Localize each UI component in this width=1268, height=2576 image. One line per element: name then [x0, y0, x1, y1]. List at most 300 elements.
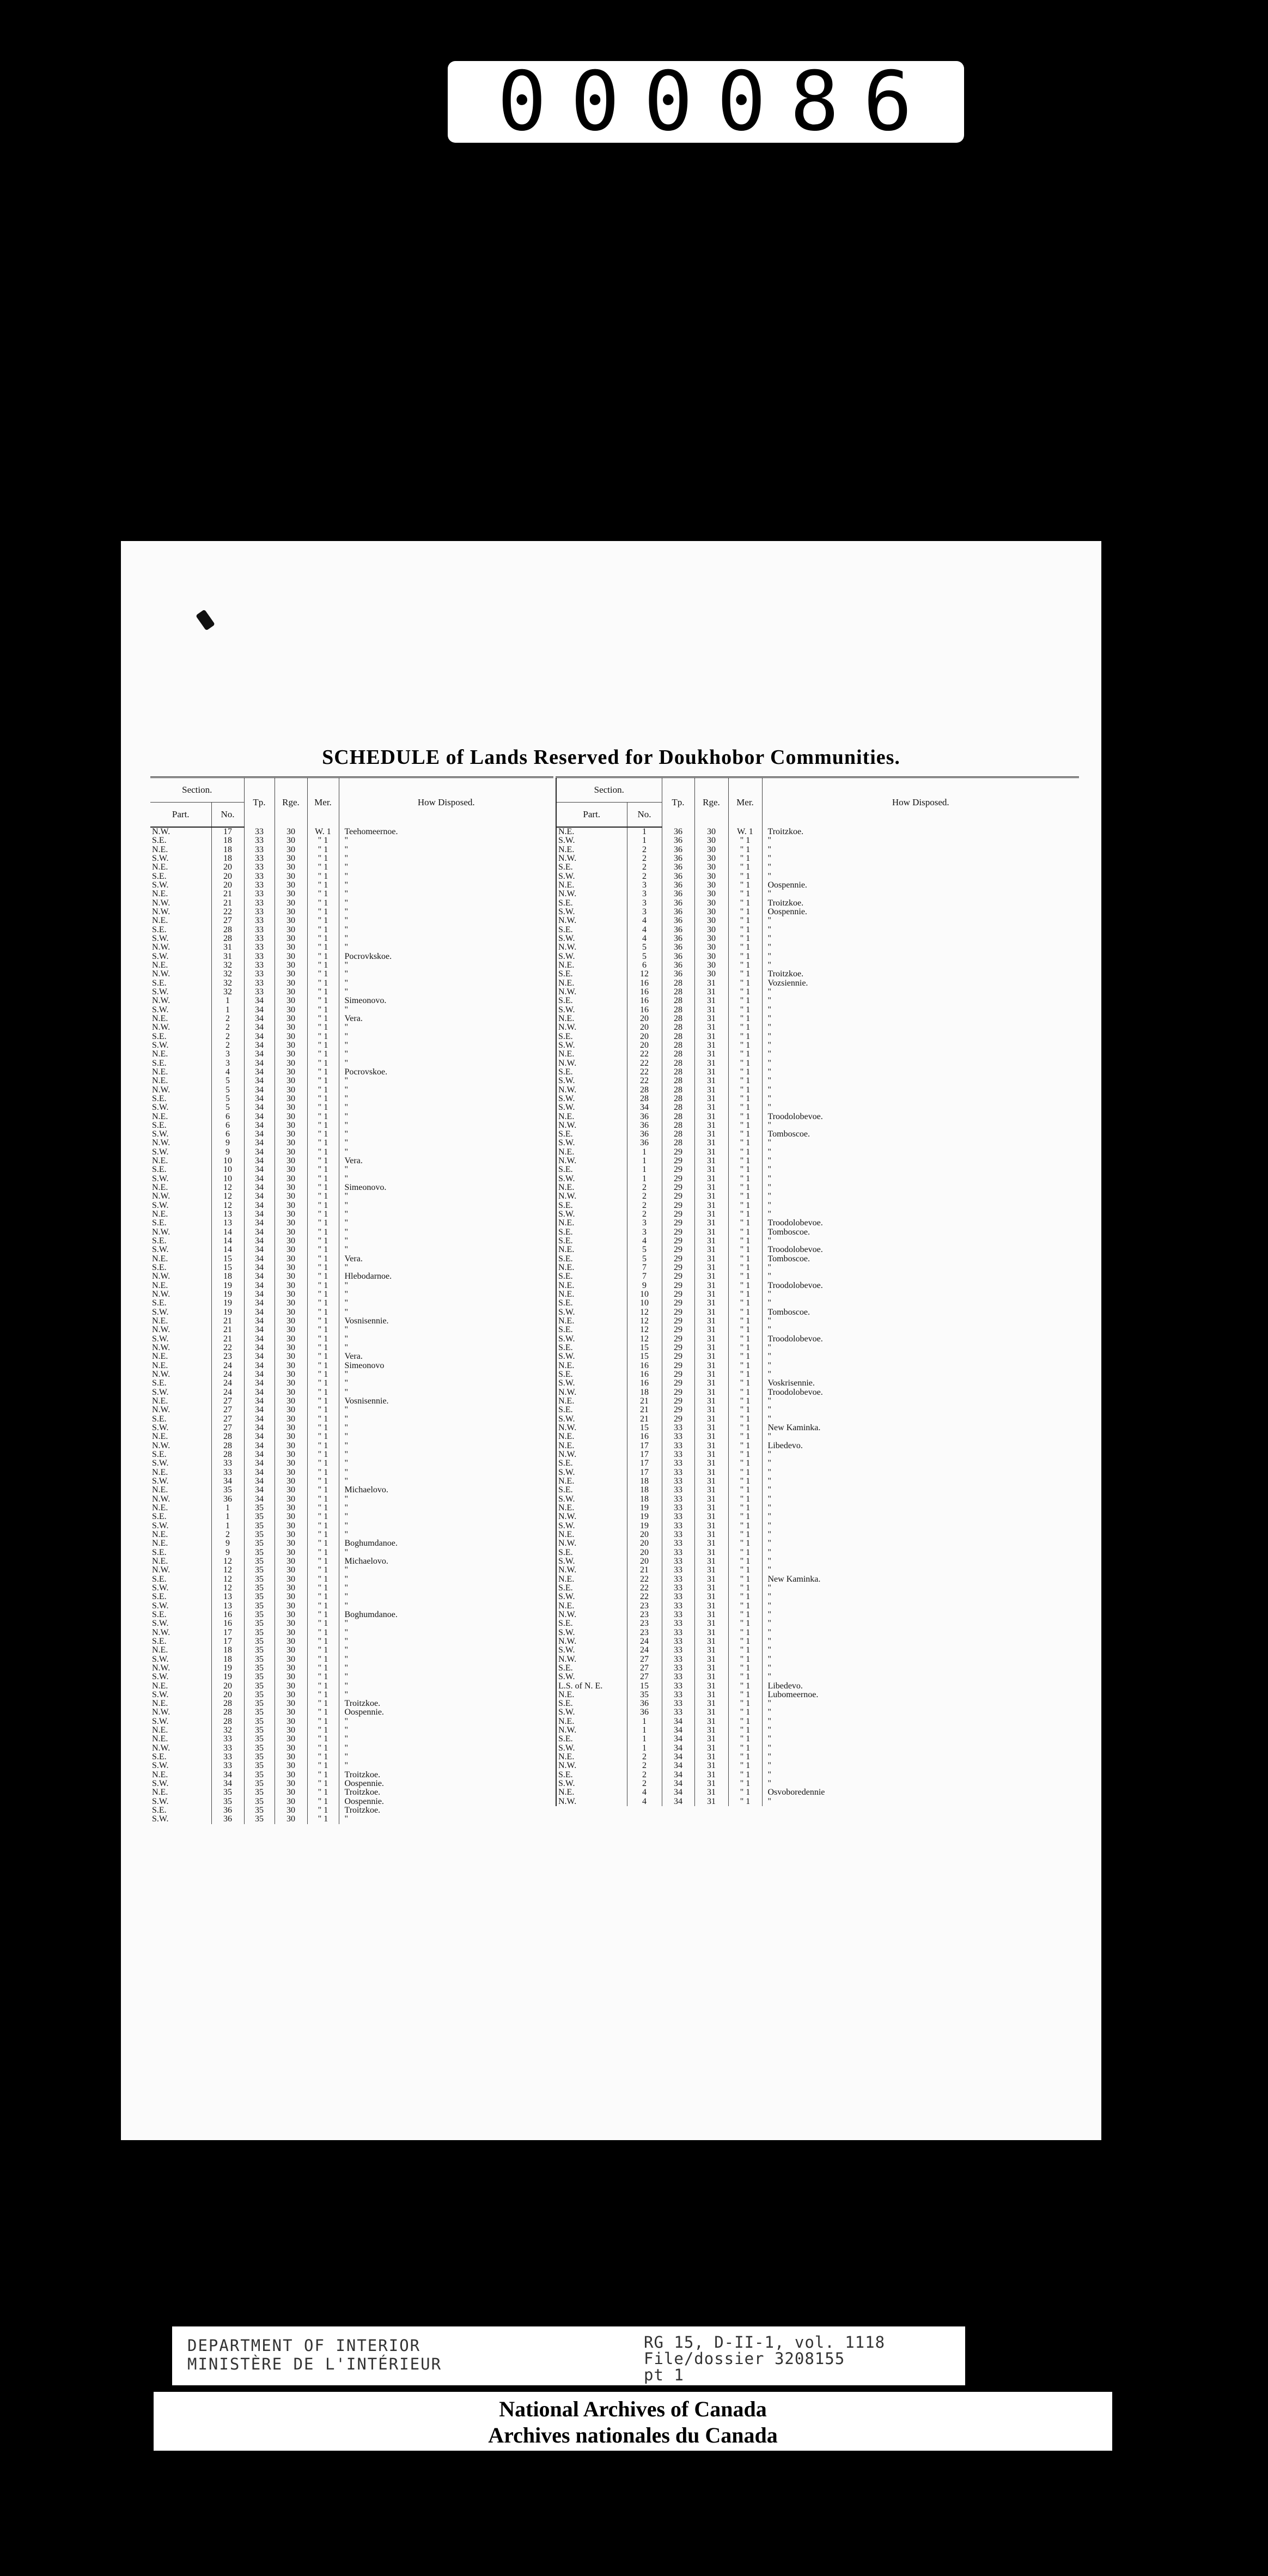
cell-tp: 28 [662, 997, 694, 1005]
cell-tp: 35 [244, 1539, 275, 1548]
table-row [556, 1237, 1079, 1246]
cell-no: 17 [627, 1468, 662, 1477]
table-row [150, 1424, 553, 1432]
table-row [150, 926, 553, 934]
cell-how-disposed: " [339, 1388, 553, 1397]
table-row [556, 1548, 1079, 1557]
rg-line: RG 15, D-II-1, vol. 1118 [644, 2333, 886, 2352]
cell-how-disposed: " [339, 1726, 553, 1735]
cell-how-disposed: " [762, 1148, 1079, 1157]
cell-rge: 31 [694, 1619, 728, 1628]
cell-how-disposed: " [762, 846, 1079, 854]
cell-part: N.W. [152, 1192, 170, 1201]
table-row [556, 899, 1079, 908]
cell-rge: 30 [694, 934, 728, 943]
cell-rge: 31 [694, 1477, 728, 1486]
cell-tp: 34 [244, 1317, 275, 1326]
cell-how-disposed: " [762, 1263, 1079, 1272]
cell-part: N.W. [152, 1272, 170, 1281]
cell-mer: " 1 [307, 1077, 339, 1085]
cell-no: 21 [211, 1335, 244, 1344]
cell-tp: 34 [244, 1335, 275, 1344]
cell-mer: " 1 [728, 1432, 762, 1441]
cell-no: 28 [627, 1086, 662, 1095]
cell-rge: 30 [275, 943, 307, 952]
table-row [150, 1059, 553, 1068]
rge-header: Rge. [694, 777, 728, 828]
cell-no: 21 [211, 1326, 244, 1334]
table-row [556, 872, 1079, 881]
cell-part: S.E. [556, 1584, 627, 1593]
cell-rge: 30 [275, 1192, 307, 1201]
cell-mer: " 1 [307, 1584, 339, 1593]
cell-rge: 31 [694, 1406, 728, 1414]
cell-mer: " 1 [307, 1504, 339, 1512]
cell-part: S.E. [152, 1414, 167, 1424]
cell-how-disposed: " [339, 1646, 553, 1655]
cell-mer: " 1 [307, 1299, 339, 1308]
cell-how-disposed: Lubomeernoe. [762, 1691, 1079, 1699]
cell-part: N.E. [152, 1014, 168, 1023]
cell-rge: 31 [694, 1228, 728, 1237]
cell-no: 13 [211, 1602, 244, 1611]
cell-part: N.E. [556, 1219, 627, 1228]
cell-part: N.E. [152, 1699, 168, 1709]
cell-mer: " 1 [728, 1272, 762, 1281]
cell-mer: " 1 [728, 1602, 762, 1611]
cell-no: 27 [211, 1424, 244, 1432]
cell-part: S.E. [556, 1344, 627, 1352]
table-row [556, 1397, 1079, 1406]
table-row [150, 1006, 553, 1014]
cell-no: 6 [211, 1130, 244, 1139]
cell-tp: 33 [244, 863, 275, 872]
cell-mer: " 1 [307, 1557, 339, 1566]
cell-tp: 29 [662, 1370, 694, 1379]
cell-no: 6 [211, 1113, 244, 1121]
cell-mer: " 1 [307, 1512, 339, 1521]
table-row [556, 1779, 1079, 1788]
cell-mer: " 1 [307, 1726, 339, 1735]
cell-rge: 31 [694, 1797, 728, 1806]
cell-rge: 30 [275, 1148, 307, 1157]
cell-part: N.E. [152, 845, 168, 854]
cell-rge: 30 [275, 890, 307, 898]
cell-no: 12 [211, 1557, 244, 1566]
cell-mer: " 1 [728, 1281, 762, 1290]
cell-rge: 31 [694, 1272, 728, 1281]
cell-tp: 35 [244, 1744, 275, 1753]
cell-rge: 30 [694, 943, 728, 952]
cell-mer: " 1 [728, 1317, 762, 1326]
cell-mer: " 1 [728, 1735, 762, 1743]
cell-how-disposed: Osvoboredennie [762, 1788, 1079, 1797]
cell-no: 34 [627, 1103, 662, 1112]
cell-mer: " 1 [728, 1219, 762, 1228]
cell-how-disposed: New Kaminka. [762, 1424, 1079, 1432]
cell-part: S.E. [152, 925, 167, 934]
cell-rge: 30 [275, 1593, 307, 1601]
cell-part: S.W. [556, 1077, 627, 1085]
cell-part: N.W. [152, 1326, 170, 1335]
cell-part: N.W. [556, 1512, 627, 1521]
archive-reference-label [172, 2326, 965, 2385]
table-row [556, 1210, 1079, 1219]
cell-tp: 34 [244, 1175, 275, 1183]
cell-how-disposed: " [339, 934, 553, 943]
cell-mer: " 1 [307, 1629, 339, 1637]
cell-how-disposed: " [339, 1522, 553, 1530]
table-row [150, 1068, 553, 1077]
table-row [150, 1735, 553, 1743]
cell-no: 20 [627, 1557, 662, 1566]
cell-mer: " 1 [728, 1450, 762, 1459]
table-row [150, 1797, 553, 1806]
cell-part: S.W. [152, 1308, 169, 1317]
cell-no: 21 [627, 1406, 662, 1414]
cell-no: 18 [211, 836, 244, 845]
cell-part: S.E. [556, 1459, 627, 1468]
cell-part: N.E. [152, 890, 168, 899]
cell-part: N.E. [556, 1317, 627, 1326]
cell-tp: 35 [244, 1806, 275, 1815]
cell-no: 27 [211, 1415, 244, 1424]
cell-part: S.E. [556, 926, 627, 934]
cell-rge: 31 [694, 1352, 728, 1361]
cell-how-disposed: " [762, 1210, 1079, 1219]
cell-mer: " 1 [307, 1753, 339, 1761]
cell-no: 15 [211, 1263, 244, 1272]
cell-tp: 29 [662, 1406, 694, 1414]
cell-mer: " 1 [728, 1629, 762, 1637]
cell-no: 36 [627, 1708, 662, 1717]
cell-how-disposed: " [339, 1023, 553, 1032]
cell-no: 13 [211, 1219, 244, 1228]
cell-tp: 35 [244, 1575, 275, 1584]
part-header: Part. [556, 803, 627, 828]
cell-no: 5 [627, 952, 662, 961]
cell-rge: 31 [694, 1459, 728, 1468]
cell-rge: 31 [694, 1344, 728, 1352]
cell-mer: " 1 [307, 1113, 339, 1121]
cell-tp: 29 [662, 1326, 694, 1334]
cell-no: 19 [627, 1522, 662, 1530]
cell-rge: 30 [275, 1086, 307, 1095]
cell-tp: 33 [662, 1424, 694, 1432]
cell-rge: 30 [275, 1691, 307, 1699]
cell-mer: " 1 [728, 1246, 762, 1254]
cell-how-disposed: " [339, 1006, 553, 1014]
table-row [150, 916, 553, 925]
cell-tp: 29 [662, 1219, 694, 1228]
table-row [150, 1317, 553, 1326]
cell-mer: " 1 [307, 943, 339, 952]
cell-no: 33 [211, 1735, 244, 1743]
cell-rge: 31 [694, 1788, 728, 1797]
footer-english: National Archives of Canada [499, 2397, 767, 2421]
cell-rge: 30 [275, 1788, 307, 1797]
cell-rge: 30 [275, 1032, 307, 1041]
cell-no: 12 [211, 1584, 244, 1593]
cell-mer: " 1 [307, 1468, 339, 1477]
cell-tp: 36 [662, 970, 694, 979]
cell-mer: " 1 [307, 1281, 339, 1290]
cell-tp: 36 [662, 908, 694, 916]
cell-no: 6 [211, 1121, 244, 1130]
cell-part: N.W. [556, 1539, 627, 1548]
cell-no: 12 [211, 1566, 244, 1575]
cell-no: 35 [211, 1788, 244, 1797]
cell-mer: " 1 [728, 1761, 762, 1770]
table-row [556, 1584, 1079, 1593]
cell-tp: 33 [244, 899, 275, 908]
cell-how-disposed: " [762, 1717, 1079, 1726]
cell-rge: 31 [694, 1255, 728, 1263]
cell-part: N.W. [556, 1424, 627, 1432]
cell-part: N.E. [152, 1317, 168, 1326]
cell-how-disposed: " [339, 1370, 553, 1379]
cell-part: S.W. [556, 1779, 627, 1788]
cell-how-disposed: " [339, 979, 553, 988]
cell-tp: 33 [662, 1459, 694, 1468]
table-row [556, 1468, 1079, 1477]
cell-no: 24 [211, 1362, 244, 1370]
cell-how-disposed: " [762, 1459, 1079, 1468]
cell-mer: " 1 [307, 1477, 339, 1486]
cell-tp: 34 [244, 1352, 275, 1361]
cell-rge: 31 [694, 1504, 728, 1512]
cell-mer: " 1 [307, 926, 339, 934]
cell-how-disposed: " [762, 1059, 1079, 1068]
cell-part: N.E. [556, 1014, 627, 1023]
cell-no: 35 [211, 1797, 244, 1806]
cell-mer: " 1 [728, 1370, 762, 1379]
cell-rge: 30 [275, 1646, 307, 1655]
cell-no: 19 [211, 1673, 244, 1681]
cell-how-disposed: Troitzkoe. [762, 827, 1079, 836]
cell-rge: 31 [694, 1566, 728, 1575]
table-row [150, 1406, 553, 1414]
cell-no: 33 [211, 1459, 244, 1468]
cell-tp: 35 [244, 1584, 275, 1593]
cell-how-disposed: " [339, 908, 553, 916]
cell-mer: " 1 [307, 1495, 339, 1504]
cell-mer: " 1 [728, 1210, 762, 1219]
cell-no: 19 [211, 1281, 244, 1290]
cell-mer: " 1 [307, 1575, 339, 1584]
cell-rge: 30 [275, 1317, 307, 1326]
cell-no: 3 [211, 1059, 244, 1068]
cell-how-disposed: Michaelovo. [339, 1557, 553, 1566]
cell-how-disposed: " [762, 1548, 1079, 1557]
table-row [150, 1619, 553, 1628]
cell-mer: " 1 [307, 1548, 339, 1557]
table-row [150, 1388, 553, 1397]
cell-no: 4 [211, 1068, 244, 1077]
cell-no: 16 [627, 1006, 662, 1014]
cell-part: N.W. [152, 997, 170, 1006]
table-row [556, 1575, 1079, 1584]
table-row [556, 1522, 1079, 1530]
table-row [556, 1139, 1079, 1147]
cell-rge: 30 [275, 1459, 307, 1468]
cell-tp: 34 [244, 1379, 275, 1388]
table-row [150, 827, 553, 836]
cell-how-disposed: " [339, 1593, 553, 1601]
table-row [556, 1753, 1079, 1761]
cell-part: N.E. [556, 1602, 627, 1611]
cell-tp: 34 [244, 1299, 275, 1308]
cell-tp: 29 [662, 1263, 694, 1272]
cell-mer: " 1 [728, 899, 762, 908]
cell-rge: 31 [694, 1165, 728, 1174]
cell-how-disposed: " [762, 1326, 1079, 1334]
table-row [150, 979, 553, 988]
table-row [556, 1219, 1079, 1228]
table-row [556, 1566, 1079, 1575]
cell-part: N.W. [152, 1743, 170, 1753]
cell-no: 22 [627, 1077, 662, 1085]
table-row [556, 1326, 1079, 1334]
cell-tp: 34 [244, 1432, 275, 1441]
footer-french: Archives nationales du Canada [488, 2423, 778, 2447]
cell-part: S.E. [556, 997, 627, 1005]
cell-tp: 28 [662, 1086, 694, 1095]
cell-no: 19 [211, 1290, 244, 1299]
cell-no: 32 [211, 961, 244, 970]
table-row [150, 1504, 553, 1512]
cell-mer: " 1 [728, 846, 762, 854]
cell-no: 19 [627, 1512, 662, 1521]
cell-rge: 31 [694, 1629, 728, 1637]
table-row [556, 1263, 1079, 1272]
cell-tp: 34 [244, 1486, 275, 1494]
cell-no: 22 [627, 1059, 662, 1068]
table-row [150, 908, 553, 916]
cell-no: 2 [627, 1771, 662, 1779]
cell-tp: 35 [244, 1637, 275, 1646]
cell-rge: 31 [694, 1575, 728, 1584]
cell-mer: " 1 [728, 1673, 762, 1681]
cell-mer: " 1 [728, 934, 762, 943]
cell-no: 35 [211, 1486, 244, 1494]
table-row [556, 1095, 1079, 1103]
cell-part: S.E. [152, 1165, 167, 1175]
cell-tp: 29 [662, 1157, 694, 1165]
cell-part: N.W. [152, 1228, 170, 1237]
table-row [556, 1664, 1079, 1673]
table-row [150, 1611, 553, 1619]
cell-rge: 30 [694, 854, 728, 863]
cell-tp: 29 [662, 1308, 694, 1317]
cell-mer: " 1 [728, 926, 762, 934]
cell-part: S.E. [152, 1450, 167, 1459]
cell-how-disposed: " [762, 1183, 1079, 1192]
cell-part: S.E. [152, 872, 167, 881]
table-row [556, 1442, 1079, 1450]
cell-tp: 34 [244, 1326, 275, 1334]
table-row [556, 1699, 1079, 1708]
cell-how-disposed: " [762, 1352, 1079, 1361]
cell-no: 24 [627, 1646, 662, 1655]
cell-how-disposed: " [339, 854, 553, 863]
cell-how-disposed: " [339, 1379, 553, 1388]
cell-tp: 33 [662, 1682, 694, 1691]
cell-tp: 33 [244, 890, 275, 898]
tp-header: Tp. [662, 777, 694, 828]
table-row [556, 1450, 1079, 1459]
cell-part: N.W. [152, 1370, 170, 1380]
cell-tp: 33 [662, 1629, 694, 1637]
cell-rge: 30 [275, 1362, 307, 1370]
cell-no: 32 [211, 979, 244, 988]
cell-part: S.E. [556, 1326, 627, 1334]
cell-how-disposed: " [762, 1397, 1079, 1406]
cell-mer: " 1 [307, 1486, 339, 1494]
cell-mer: " 1 [307, 836, 339, 845]
table-row [556, 1308, 1079, 1317]
cell-how-disposed: " [762, 1504, 1079, 1512]
cell-how-disposed: Troitzkoe. [762, 970, 1079, 979]
cell-part: S.W. [556, 1095, 627, 1103]
cell-tp: 35 [244, 1566, 275, 1575]
cell-no: 20 [627, 1539, 662, 1548]
table-row [150, 1148, 553, 1157]
cell-rge: 30 [275, 1548, 307, 1557]
cell-how-disposed: " [762, 1512, 1079, 1521]
cell-tp: 34 [244, 1050, 275, 1059]
cell-part: S.W. [152, 1103, 169, 1113]
table-row [556, 890, 1079, 898]
cell-how-disposed: " [762, 1797, 1079, 1806]
cell-how-disposed: Troodolobevoe. [762, 1281, 1079, 1290]
cell-part: S.E. [152, 1753, 167, 1762]
table-row [556, 1512, 1079, 1521]
cell-how-disposed: " [339, 1344, 553, 1352]
cell-how-disposed: " [339, 872, 553, 881]
cell-mer: " 1 [728, 1050, 762, 1059]
cell-how-disposed: " [762, 1584, 1079, 1593]
cell-how-disposed: Troodolobevoe. [762, 1335, 1079, 1344]
cell-tp: 33 [244, 970, 275, 979]
cell-rge: 31 [694, 1290, 728, 1299]
cell-part: S.E. [152, 1121, 167, 1130]
cell-no: 20 [211, 1691, 244, 1699]
cell-part: S.W. [152, 1521, 169, 1530]
table-row [150, 1584, 553, 1593]
cell-no: 4 [627, 926, 662, 934]
cell-no: 5 [211, 1103, 244, 1112]
cell-part: N.W. [556, 890, 627, 898]
cell-rge: 31 [694, 1691, 728, 1699]
table-row [556, 1157, 1079, 1165]
cell-how-disposed: " [339, 1504, 553, 1512]
cell-mer: " 1 [307, 1717, 339, 1726]
cell-tp: 28 [662, 1032, 694, 1041]
cell-tp: 33 [662, 1708, 694, 1717]
cell-part: S.E. [556, 970, 627, 979]
cell-part: S.W. [152, 1655, 169, 1664]
cell-part: S.W. [152, 1246, 169, 1255]
cell-tp: 34 [244, 997, 275, 1005]
cell-no: 2 [627, 1779, 662, 1788]
cell-how-disposed: " [339, 863, 553, 872]
cell-rge: 30 [275, 1201, 307, 1210]
table-row [150, 1468, 553, 1477]
cell-no: 12 [627, 970, 662, 979]
cell-no: 4 [627, 934, 662, 943]
cell-rge: 31 [694, 1397, 728, 1406]
